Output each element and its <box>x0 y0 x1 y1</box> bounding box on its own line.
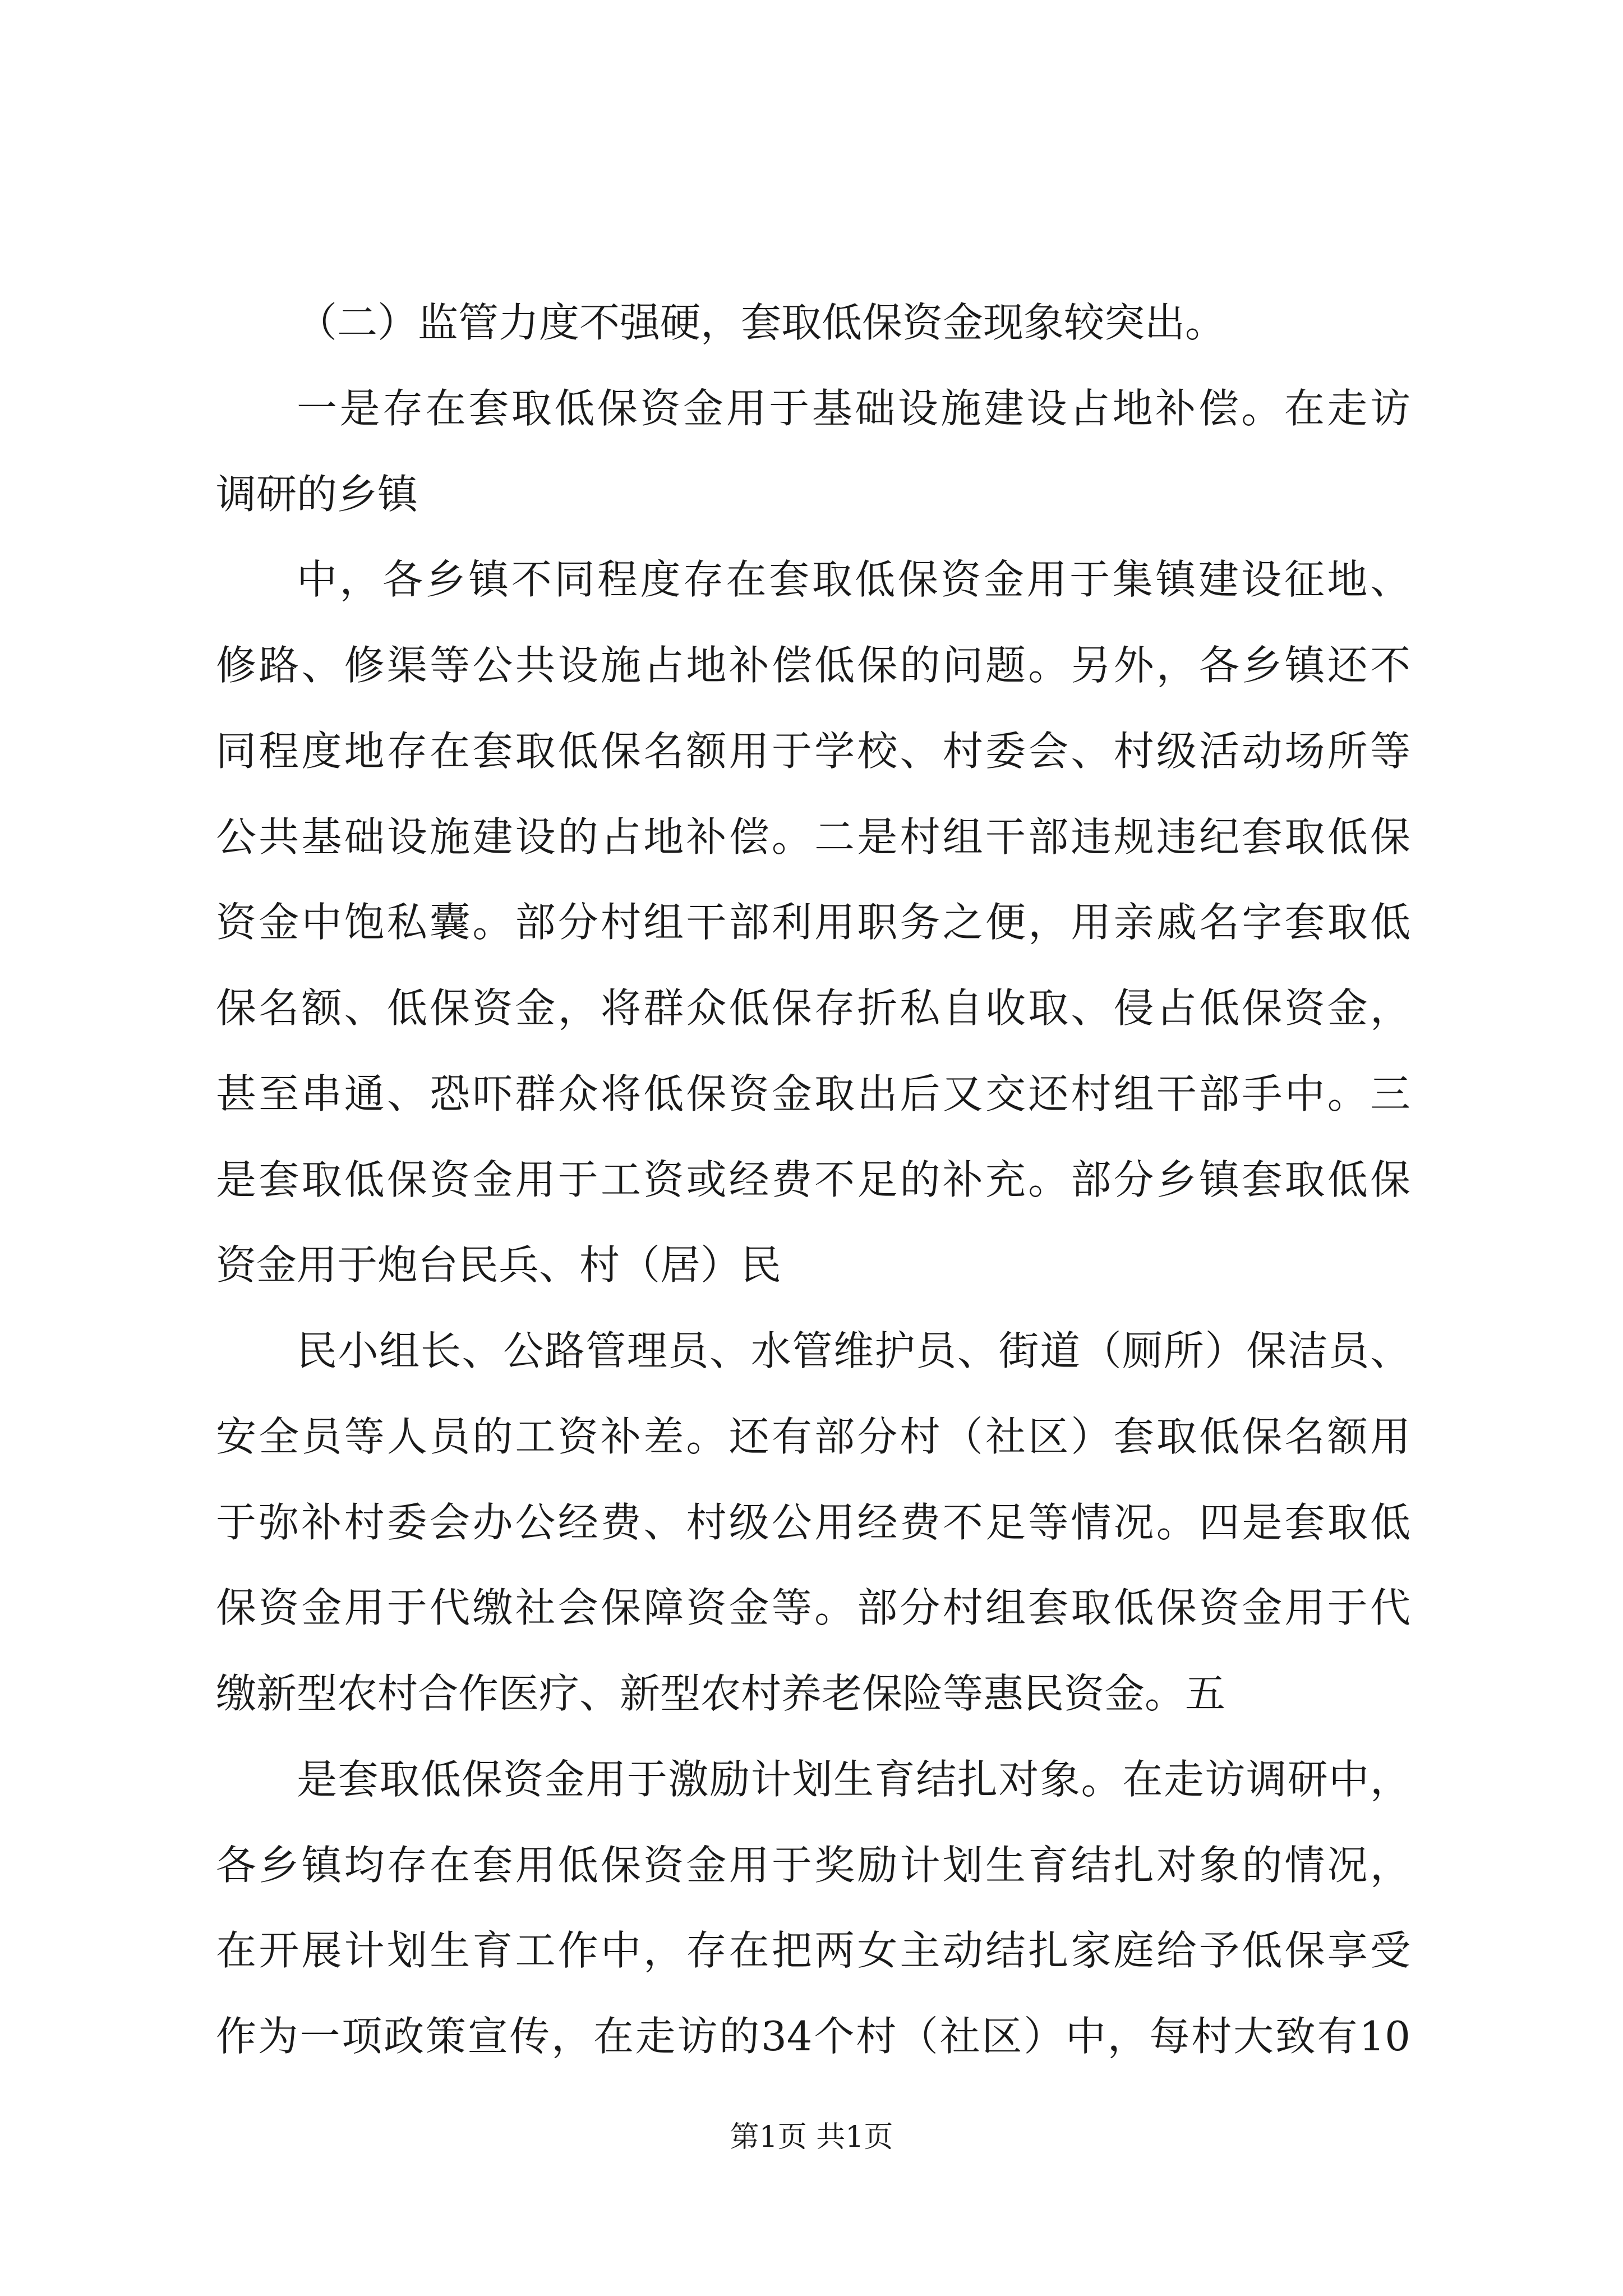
text-line: 民小组长、公路管理员、水管维护员、街道（厕所）保洁员、 <box>297 1327 1410 1374</box>
text-line: 甚至串通、恐吓群众将低保资金取出后又交还村组干部手中。三 <box>216 1070 1410 1117</box>
text-line: 作为一项政策宣传，在走访的34个村（社区）中，每村大致有10 <box>216 2013 1410 2060</box>
text-line: 一是存在套取低保资金用于基础设施建设占地补偿。在走访 <box>297 385 1410 432</box>
text-line: 同程度地存在套取低保名额用于学校、村委会、村级活动场所等 <box>216 728 1410 775</box>
text-line: 调研的乡镇 <box>216 471 418 518</box>
text-line: 于弥补村委会办公经费、村级公用经费不足等情况。四是套取低 <box>216 1499 1410 1546</box>
text-line: 是套取低保资金用于激励计划生育结扎对象。在走访调研中， <box>297 1756 1410 1803</box>
text-line: 保名额、低保资金，将群众低保存折私自收取、侵占低保资金， <box>216 984 1410 1032</box>
text-line: 安全员等人员的工资补差。还有部分村（社区）套取低保名额用 <box>216 1413 1410 1460</box>
text-line: 资金用于炮台民兵、村（居）民 <box>216 1241 782 1289</box>
text-line: 公共基础设施建设的占地补偿。二是村组干部违规违纪套取低保 <box>216 813 1410 861</box>
text-line: 资金中饱私囊。部分村组干部利用职务之便，用亲戚名字套取低 <box>216 899 1410 946</box>
heading-line: （二）监管力度不强硬，套取低保资金现象较突出。 <box>297 299 1226 346</box>
text-line: 在开展计划生育工作中，存在把两女主动结扎家庭给予低保享受 <box>216 1927 1410 1974</box>
text-line: 中，各乡镇不同程度存在套取低保资金用于集镇建设征地、 <box>297 556 1410 603</box>
text-line: 修路、修渠等公共设施占地补偿低保的问题。另外，各乡镇还不 <box>216 642 1410 689</box>
text-line: 是套取低保资金用于工资或经费不足的补充。部分乡镇套取低保 <box>216 1156 1410 1203</box>
page-footer: 第1页 共1页 <box>730 2120 893 2154</box>
text-line: 缴新型农村合作医疗、新型农村养老保险等惠民资金。五 <box>216 1670 1226 1717</box>
text-line: 保资金用于代缴社会保障资金等。部分村组套取低保资金用于代 <box>216 1584 1410 1631</box>
text-line: 各乡镇均存在套用低保资金用于奖励计划生育结扎对象的情况， <box>216 1842 1410 1889</box>
